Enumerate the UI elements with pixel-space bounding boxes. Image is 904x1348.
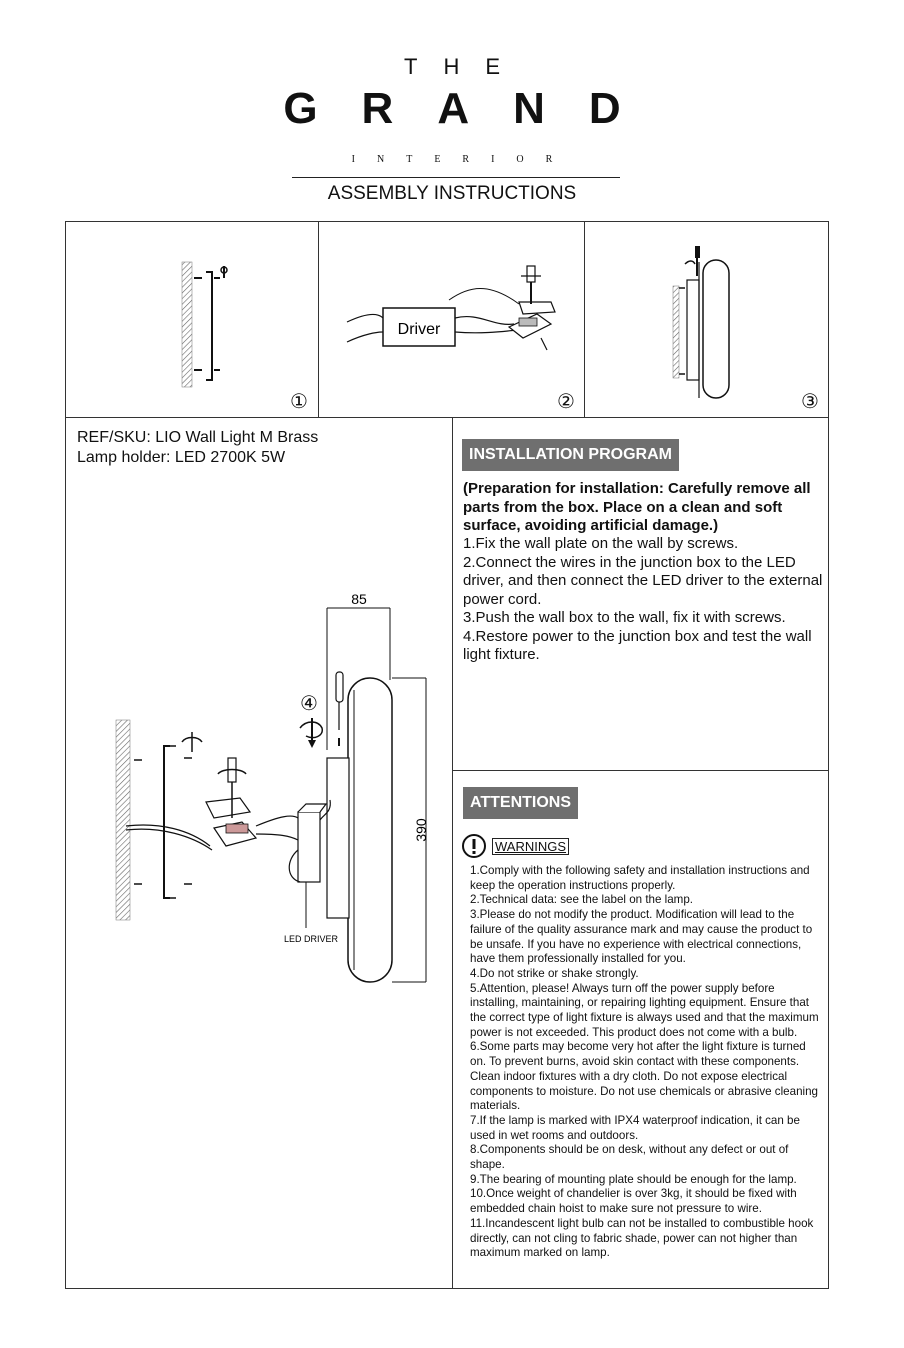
installation-heading: INSTALLATION PROGRAM [462,439,679,471]
dimension-height: 390 [413,818,429,842]
wall-box [687,280,699,380]
installation-step: 1.Fix the wall plate on the wall by screws. [463,535,739,552]
step1-diagram [66,222,318,417]
product-ref: REF/SKU: LIO Wall Light M Brass [77,429,319,446]
document-title: ASSEMBLY INSTRUCTIONS [327,183,577,204]
screwdriver-icon [521,266,541,304]
warning-item: 11.Incandescent light bulb can not be installed to combustible hook directly, can not cling to fabric shade, power can not higher than maximum marked on lamp. [470,1216,814,1260]
junction-box [206,798,256,846]
warning-item: 9.The bearing of mounting plate should be enough for the lamp. [470,1172,797,1186]
screwdriver-icon [336,672,343,746]
preparation-note: (Preparation for installation: Carefully remove all parts from the box. Place on a clean and soft surface, avoiding artificial damage.) [463,480,811,534]
screw-icon [182,732,202,752]
warning-item: 4.Do not strike or shake strongly. [470,966,639,980]
installation-step: 4.Restore power to the junction box and test the wall light fixture. [463,627,812,663]
wall-hatch [116,720,130,920]
installation-step: 3.Push the wall box to the wall, fix it with screws. [463,609,786,626]
lamp-body [348,678,392,982]
step3-number: ③ [801,391,819,413]
screwdriver-icon [685,246,700,276]
step2-diagram [319,222,584,417]
row-divider [65,417,829,418]
junction-box [509,302,555,338]
warning-item: 5.Attention, please! Always turn off the power supply before installing, maintaining, or repairing lighting equipment. Ensure that the correct type of light fixture is always used and that the maximum power is not exceeded. This product does not come with a bulb. [470,981,819,1039]
warning-item: 2.Technical data: see the label on the lamp. [470,893,694,907]
warning-item: 7.If the lamp is marked with IPX4 waterproof indication, it can be used in wet rooms and outdoors. [470,1113,800,1142]
warning-item: 10.Once weight of chandelier is over 3kg, it should be fixed with embedded chain hoist to make sure not pressure to wire. [470,1187,797,1216]
wall-plate [164,746,170,898]
warning-item: 8.Components should be on desk, without any defect or out of shape. [470,1143,789,1172]
lamp-body [703,260,729,398]
warnings-label: WARNINGS [492,838,569,855]
brand-the: THE [404,54,526,79]
led-driver-label: LED DRIVER [284,934,339,944]
section-divider [452,770,829,771]
attentions-heading: ATTENTIONS [463,787,578,819]
driver-label: Driver [397,321,441,338]
wall-plate [206,272,212,380]
warning-item: 6.Some parts may become very hot after the light fixture is turned on. To prevent burns, avoid skin contact with these components. Clean indoor fixtures with a dry cloth. Do not expose electrical components to moisture. Do not use chemicals or abrasive cleaning materials. [470,1040,818,1113]
brand-divider [292,177,620,178]
step3-diagram [585,222,828,417]
rotate-arrow-icon [300,718,322,748]
warning-item: 3.Please do not modify the product. Modification will lead to the failure of the quality assurance mark and may cause the product to be unsafe. If you have no experience with electrical connections, have them professionally installed for you. [470,908,813,966]
warning-item: 1.Comply with the following safety and installation instructions and keep the operation instructions properly. [470,864,810,892]
lamp-holder-spec: Lamp holder: LED 2700K 5W [77,449,286,466]
installation-steps [463,535,825,665]
brand-logo: GRAND [283,84,665,133]
step2-number: ② [557,391,575,413]
wall-hatch [182,262,192,387]
wall-hatch [673,286,679,378]
screw-icon [221,266,227,278]
installation-step: 2.Connect the wires in the junction box to the LED driver, and then connect the LED driver to the external power cord. [463,553,823,608]
col-divider-main [452,417,453,1289]
wall-box [327,758,349,918]
warning-icon [461,833,487,859]
warnings-list [470,864,820,1261]
step4-number: ④ [300,693,318,715]
step1-number: ① [290,391,308,413]
assembly-diagram [110,590,450,990]
dimension-depth: 85 [351,591,367,607]
led-driver-box [298,812,320,882]
brand-interior: INTERIOR [351,154,575,165]
